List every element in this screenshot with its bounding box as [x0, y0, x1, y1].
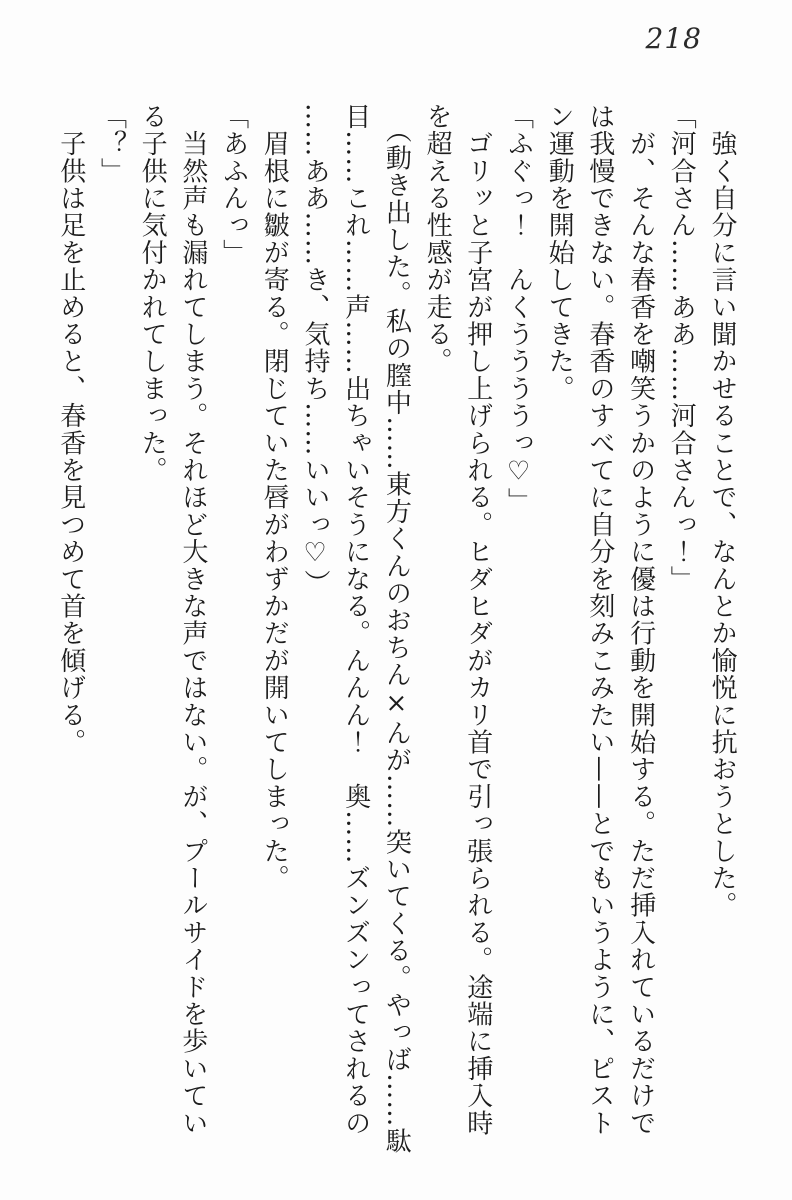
paragraph-line: 目……これ……声……出ちゃいそうになる。んんん！ 奥……ズンズンってされるの — [340, 103, 371, 1137]
paragraph-line: ゴリッと子宮が押し上げられる。ヒダヒダがカリ首で引っ張られる。途端に挿入時 — [462, 103, 493, 1137]
paragraph-line: る子供に気付かれてしまった。 — [137, 103, 168, 484]
paragraph-line: が、そんな春香を嘲笑うかのように優は行動を開始する。ただ挿入れているだけで — [625, 103, 656, 1137]
paragraph-line: 眉根に皺が寄る。閉じていた唇がわずかだが開いてしまった。 — [259, 103, 290, 892]
paragraph-line: 強く自分に言い聞かせることで、なんとか愉悦に抗おうとした。 — [707, 103, 737, 919]
page-number: 218 — [645, 22, 702, 55]
paragraph-line: 「？」 — [96, 103, 127, 185]
paragraph-line: は我慢できない。春香のすべてに自分を刻みこみたい——とでもいうように、ピスト — [584, 103, 615, 1137]
paragraph-line: （動き出した。私の膣中……東方くんのおちん×んが……突いてくる。やっば……駄 — [381, 103, 412, 1155]
paragraph-line: 「河合さん……ああ……河合さんっ！」 — [666, 103, 697, 593]
paragraph-line: ン運動を開始してきた。 — [544, 103, 575, 403]
paragraph-line: 当然声も漏れてしまう。それほど大きな声ではない。が、プールサイドを歩いてい — [177, 103, 208, 1137]
paragraph-line: を超える性感が走る。 — [422, 103, 453, 375]
paragraph-line: ……ああ……き、気持ち……いいっ♡） — [299, 103, 330, 597]
text-block — [50, 103, 742, 1155]
paragraph-line: 子供は足を止めると、春香を見つめて首を傾げる。 — [55, 103, 86, 756]
paragraph-line: 「ふぐっ！ んくううううっ♡」 — [503, 103, 534, 515]
paragraph-line: 「あふんっ」 — [218, 103, 249, 267]
